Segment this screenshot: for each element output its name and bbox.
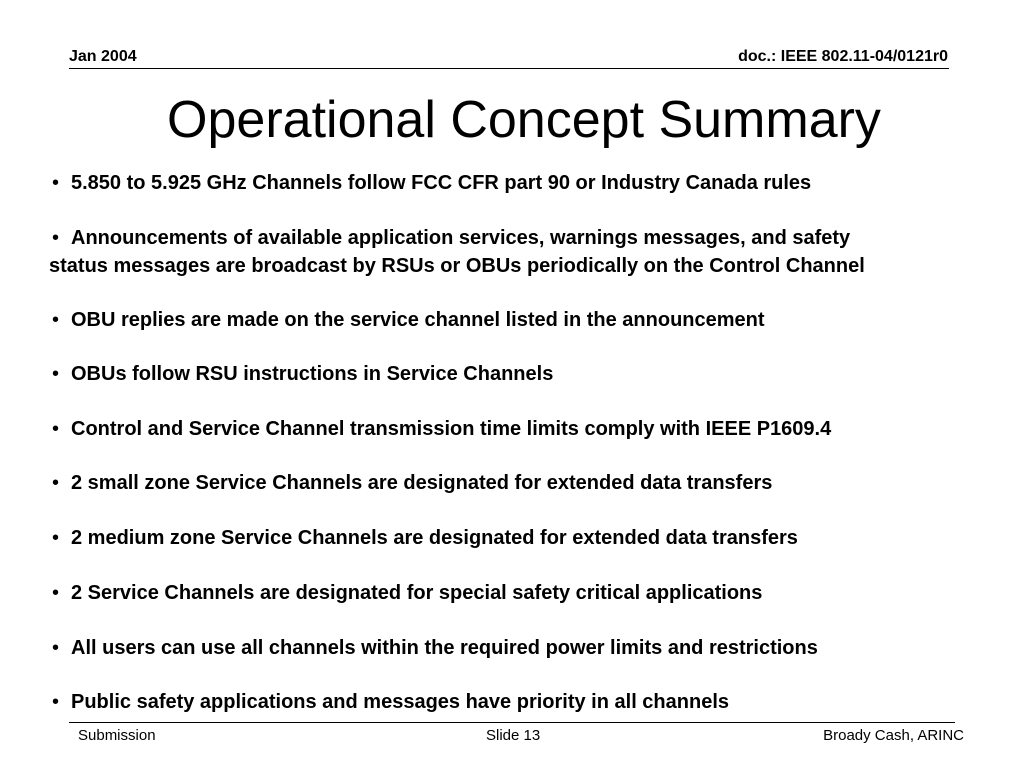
bullet-text: Announcements of available application services, warnings messages, and safety [71,227,851,249]
bullet-item [52,307,992,334]
bullet-icon: • [52,582,60,604]
footer-divider [69,722,955,723]
bullet-icon: • [52,418,60,440]
header-date: Jan 2004 [69,48,137,65]
bullet-text: 5.850 to 5.925 GHz Channels follow FCC CFR part 90 or Industry Canada rules [71,172,812,194]
bullet-item [52,525,992,552]
bullet-icon: • [52,309,60,331]
bullet-text: OBUs follow RSU instructions in Service Channels [71,363,554,385]
bullet-icon: • [52,172,60,194]
bullet-item [52,470,992,497]
bullet-item [52,225,992,252]
bullet-icon: • [52,472,60,494]
footer-author: Broady Cash, ARINC [823,727,964,744]
header-divider [69,68,949,69]
bullet-item [52,170,992,197]
bullet-item [52,689,992,716]
bullet-continuation [49,253,989,280]
bullet-item [52,635,992,662]
bullet-icon: • [52,527,60,549]
bullet-text: status messages are broadcast by RSUs or OBUs periodically on the Control Channel [49,255,865,277]
footer-submission: Submission [78,727,156,744]
bullet-icon: • [52,227,60,249]
bullet-text: All users can use all channels within the required power limits and restrictions [71,637,818,659]
bullet-icon: • [52,637,60,659]
header-doc-id: doc.: IEEE 802.11-04/0121r0 [738,48,948,65]
bullet-text: 2 medium zone Service Channels are designated for extended data transfers [71,527,798,549]
bullet-icon: • [52,691,60,713]
slide-title: Operational Concept Summary [167,91,881,149]
bullet-text: Control and Service Channel transmission time limits comply with IEEE P1609.4 [71,418,832,440]
bullet-text: 2 small zone Service Channels are designated for extended data transfers [71,472,773,494]
bullet-text: OBU replies are made on the service channel listed in the announcement [71,309,765,331]
bullet-text: Public safety applications and messages have priority in all channels [71,691,730,713]
bullet-text: 2 Service Channels are designated for special safety critical applications [71,582,763,604]
bullet-item [52,416,992,443]
bullet-item [52,580,992,607]
footer-slide-number: Slide 13 [486,727,541,744]
bullet-item [52,361,992,388]
bullet-icon: • [52,363,60,385]
